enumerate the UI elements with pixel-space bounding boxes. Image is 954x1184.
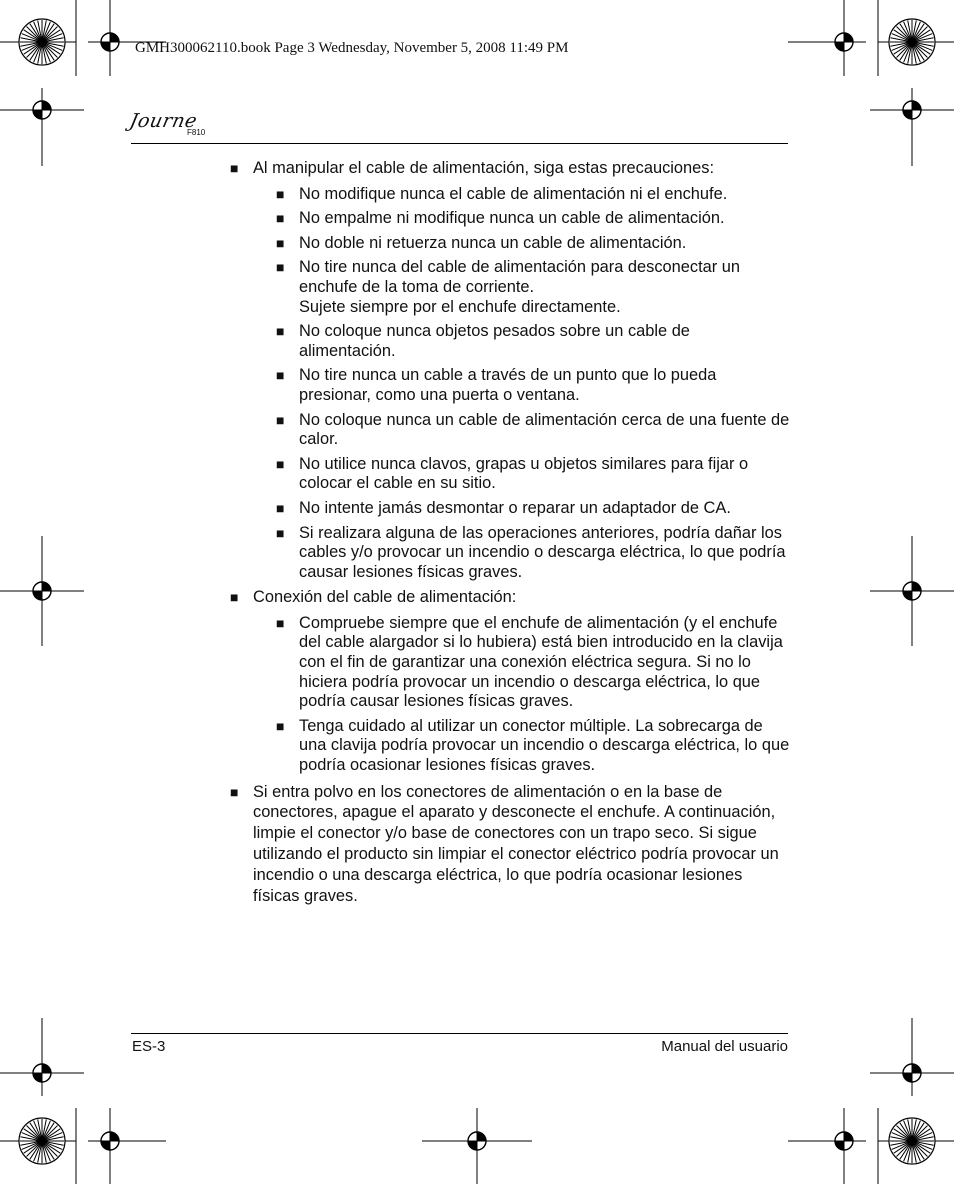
manual-title: Manual del usuario bbox=[661, 1038, 788, 1055]
bullet-icon: ■ bbox=[276, 411, 285, 428]
sub-bullet-item bbox=[276, 258, 790, 317]
header-rule bbox=[131, 143, 788, 144]
page-number: ES-3 bbox=[132, 1038, 166, 1055]
bullet-icon: ■ bbox=[276, 323, 285, 340]
page-body bbox=[230, 159, 790, 912]
item-text: No coloque nunca un cable de alimentación cerca de una fuente de calor. bbox=[299, 410, 790, 449]
logo-model: F810 bbox=[187, 128, 206, 137]
sub-bullet-item bbox=[276, 614, 790, 712]
item-text: No intente jamás desmontar o reparar un adaptador de CA. bbox=[299, 498, 731, 517]
item-text: No utilice nunca clavos, grapas u objetos similares para fijar o colocar el cable en su sitio. bbox=[299, 454, 749, 493]
item-text: Si realizara alguna de las operaciones anteriores, podría dañar los cables y/o provocar un incendio o descarga eléctrica, lo que podría causar lesiones físicas graves. bbox=[299, 523, 786, 581]
sub-bullet-item bbox=[276, 185, 790, 205]
item-text: No modifique nunca el cable de alimentación ni el enchufe. bbox=[299, 184, 728, 203]
bullet-icon: ■ bbox=[276, 210, 285, 227]
bullet-icon: ■ bbox=[276, 234, 285, 251]
item-text: No tire nunca un cable a través de un punto que lo pueda presionar, como una puerta o ventana. bbox=[299, 366, 717, 404]
footer-rule bbox=[131, 1033, 788, 1034]
bullet-icon: ■ bbox=[276, 455, 285, 472]
item-text: No tire nunca del cable de alimentación para desconectar un enchufe de la toma de corriente. bbox=[299, 258, 741, 296]
print-header: GMH300062110.book Page 3 Wednesday, November 5, 2008 11:49 PM bbox=[135, 40, 569, 56]
item-text: No empalme ni modifique nunca un cable de alimentación. bbox=[299, 209, 725, 228]
sub-bullet-item bbox=[276, 524, 790, 583]
sub-bullet-item bbox=[276, 366, 790, 405]
bullet-icon: ■ bbox=[276, 614, 285, 631]
item-text: Si entra polvo en los conectores de alimentación o en la base de conectores, apague el aparato y desconecte el enchufe. A continuación, limpie el conector y/o base de conectores con un trapo seco. Si sigue utilizando el producto sin limpiar el conector eléctrico podría provocar un incendio o una descarga eléctrica, lo que podría ocasionar lesiones físicas graves. bbox=[253, 782, 779, 905]
bullet-icon: ■ bbox=[230, 783, 239, 800]
sub-bullet-item bbox=[276, 322, 790, 361]
item-extra-text: Sujete siempre por el enchufe directamente. bbox=[299, 297, 621, 316]
bullet-icon: ■ bbox=[230, 160, 239, 176]
bullet-item bbox=[230, 782, 790, 907]
logo-script: Journe bbox=[127, 110, 200, 132]
bullet-icon: ■ bbox=[276, 524, 285, 541]
product-logo bbox=[127, 110, 230, 142]
sub-list bbox=[253, 185, 790, 583]
sub-bullet-item bbox=[276, 411, 790, 450]
item-text: Conexión del cable de alimentación: bbox=[253, 588, 517, 607]
bullet-icon: ■ bbox=[276, 717, 285, 734]
sub-bullet-item bbox=[276, 499, 790, 519]
item-text: No doble ni retuerza nunca un cable de alimentación. bbox=[299, 233, 687, 252]
bullet-item bbox=[230, 159, 790, 582]
bullet-icon: ■ bbox=[276, 185, 285, 202]
item-text: Compruebe siempre que el enchufe de alimentación (y el enchufe del cable alargador si lo hubiera) está bien introducido en la clavija con el fin de garantizar una conexión eléctrica segura. Si no lo hiciera podría provocar un incendio o descarga eléctrica, lo que podría causar lesiones físicas graves. bbox=[299, 613, 783, 711]
item-text: Al manipular el cable de alimentación, siga estas precauciones: bbox=[253, 159, 715, 177]
bullet-icon: ■ bbox=[276, 259, 285, 276]
item-text: No coloque nunca objetos pesados sobre un cable de alimentación. bbox=[299, 322, 690, 360]
bullet-item bbox=[230, 588, 790, 775]
bullet-icon: ■ bbox=[230, 589, 239, 606]
sub-bullet-item bbox=[276, 209, 790, 229]
sub-bullet-item bbox=[276, 717, 790, 776]
sub-bullet-item bbox=[276, 455, 790, 494]
sub-list bbox=[253, 614, 790, 776]
bullet-icon: ■ bbox=[276, 367, 285, 384]
item-text: Tenga cuidado al utilizar un conector múltiple. La sobrecarga de una clavija podría provocar un incendio o descarga eléctrica, lo que podría ocasionar lesiones físicas graves. bbox=[299, 716, 790, 775]
sub-bullet-item bbox=[276, 234, 790, 254]
bullet-icon: ■ bbox=[276, 499, 285, 516]
